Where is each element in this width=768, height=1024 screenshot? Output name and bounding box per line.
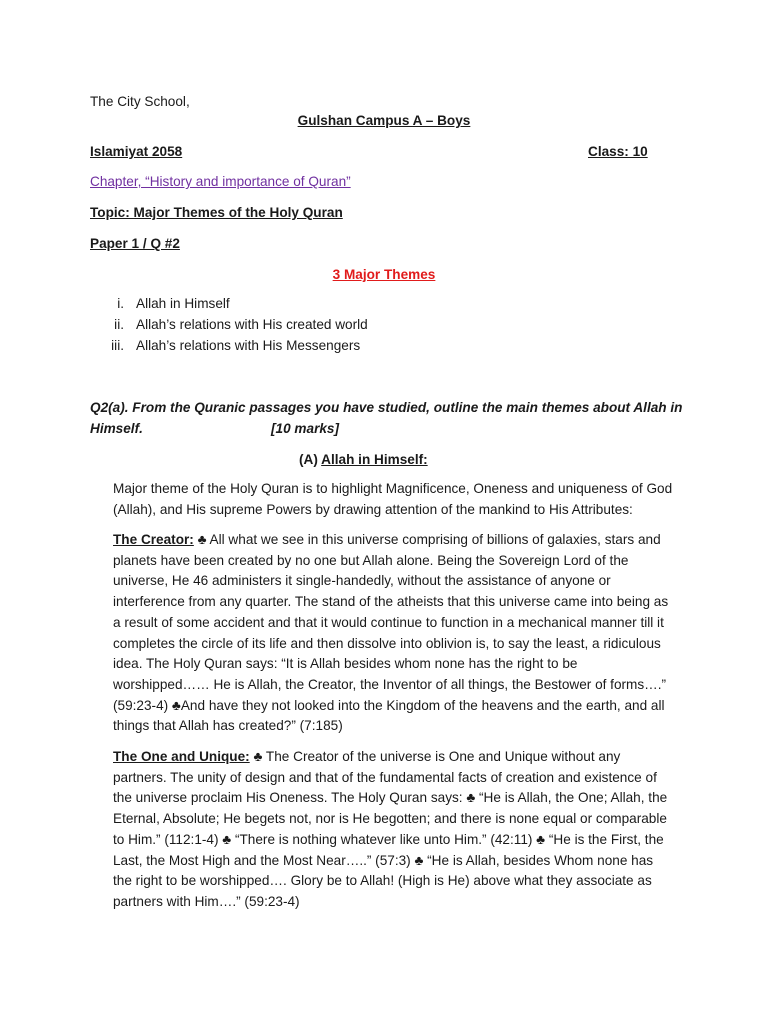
theme-list-item <box>90 338 690 358</box>
subject-code: Islamiyat 2058 <box>90 144 183 159</box>
paper-reference: Paper 1 / Q #2 <box>90 236 180 251</box>
one-unique-paragraph <box>113 747 673 913</box>
chapter-title: Chapter, “History and importance of Quran” <box>90 174 351 189</box>
question-marks: [10 marks] <box>271 421 340 436</box>
intro-text: Major theme of the Holy Quran is to highlight Magnificence, Oneness and uniqueness of God (Allah), and His supreme Powers by drawing attention of the mankind to His Attributes: <box>113 481 673 517</box>
question-line-2: Himself. <box>90 421 143 436</box>
one-unique-body: ♣ The Creator of the universe is One and Unique without any partners. The unity of design and that of the fundamental facts of creation and existence of the universe proclaim His Oneness. The Holy Quran says: ♣ “He is Allah, the One; Allah, the Eternal, Absolute; He begets not, nor is He begotten; and there is none equal or comparable to Him.” (112:1-4) ♣ “There is nothing whatever like unto Him.” (42:11) ♣ “He is the First, the Last, the Most High and the Most Near…..” (57:3) ♣ “He is Allah, besides Whom none has the right to be worshipped…. Glory be to Allah! (High is He) above what they associate as partners with Him….” (59:23-4) <box>113 749 668 909</box>
list-number: i. <box>117 296 124 311</box>
list-text: Allah’s relations with His created world <box>136 317 368 332</box>
intro-paragraph <box>113 479 673 520</box>
one-unique-heading: The One and Unique: <box>113 749 250 764</box>
section-prefix: (A) <box>299 452 322 467</box>
theme-list-item <box>90 317 690 337</box>
list-number: ii. <box>114 317 124 332</box>
themes-heading: 3 Major Themes <box>332 267 436 282</box>
topic-title: Topic: Major Themes of the Holy Quran <box>90 205 343 220</box>
campus-title: Gulshan Campus A – Boys <box>297 113 471 128</box>
school-name: The City School, <box>90 94 190 109</box>
list-text: Allah in Himself <box>136 296 230 311</box>
question-line-1: Q2(a). From the Quranic passages you have studied, outline the main themes about Allah in <box>90 400 683 415</box>
section-title: Allah in Himself: <box>321 452 428 467</box>
class-label: Class: 10 <box>588 144 648 159</box>
creator-body: ♣ All what we see in this universe comprising of billions of galaxies, stars and planets have been created by no one but Allah alone. Being the Sovereign Lord of the universe, He 46 administers it single-handedly, without the assistance of anyone or interference from any quarter. The stand of the atheists that this universe came into being as a result of some accident and that it would continue to function in a mechanical manner till it completes the circle of its life and then dissolve into oblivion is, to say the least, a ridiculous idea. The Holy Quran says: “It is Allah besides whom none has the right to be worshipped…… He is Allah, the Creator, the Inventor of all things, the Bestower of forms….” (59:23-4) ♣And have they not looked into the Kingdom of the heavens and the earth, and all things that Allah has created?” (7:185) <box>113 532 669 734</box>
creator-heading: The Creator: <box>113 532 194 547</box>
creator-paragraph <box>113 530 673 737</box>
list-number: iii. <box>111 338 124 353</box>
list-text: Allah’s relations with His Messengers <box>136 338 361 353</box>
section-heading <box>299 451 428 469</box>
theme-list-item <box>90 296 690 316</box>
